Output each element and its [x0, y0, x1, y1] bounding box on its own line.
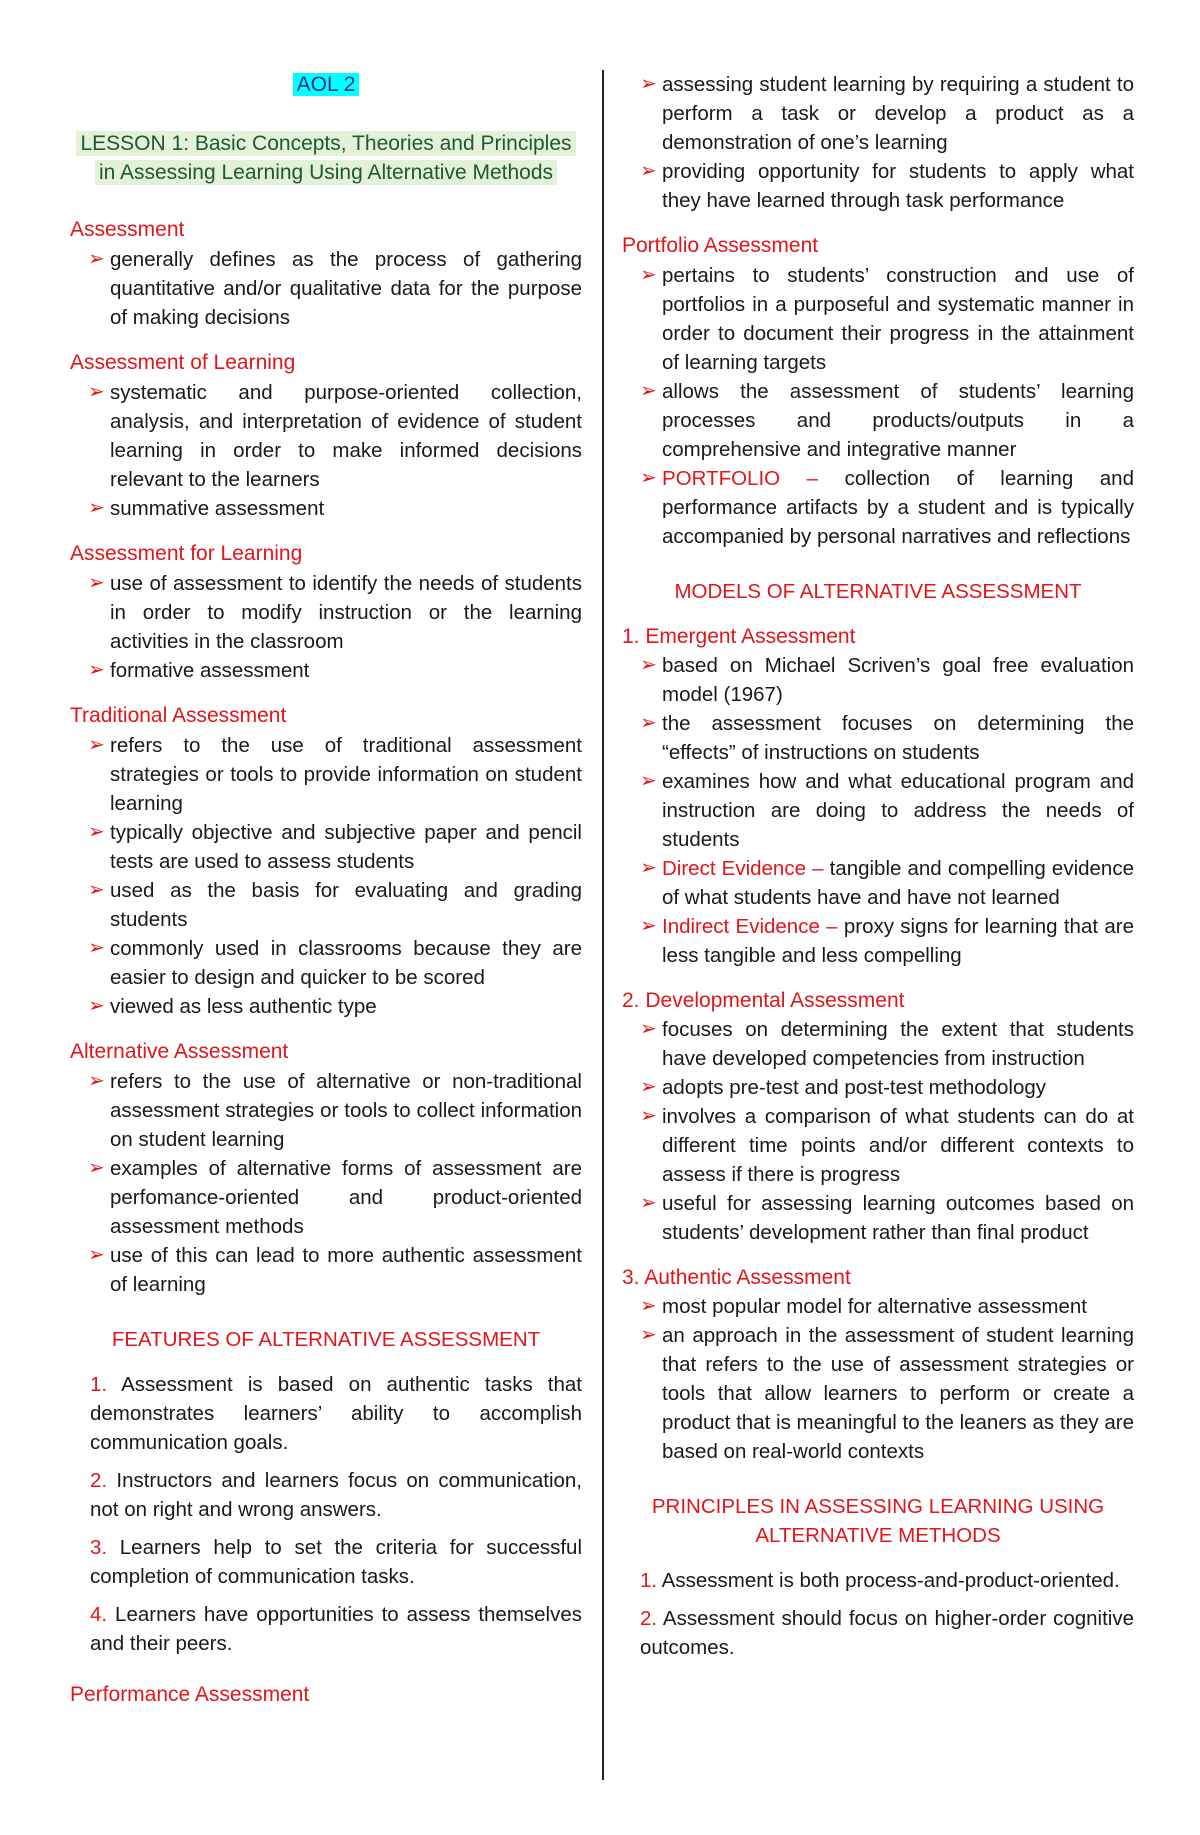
item-text: Assessment should focus on higher-order cognitive outcomes. [640, 1607, 1134, 1659]
list-item: ➢ most popular model for alternative assessment [662, 1292, 1134, 1321]
list-item: ➢ generally defines as the process of gathering quantitative and/or qualitative data for the purpose of making decisions [110, 245, 582, 332]
definition-term: Indirect Evidence – [662, 915, 838, 938]
assessment-for-learning-list [70, 569, 582, 685]
heading-assessment: Assessment [70, 218, 185, 241]
performance-assessment-list [622, 70, 1134, 215]
list-item: ➢ commonly used in classrooms because they are easier to design and quicker to be scored [110, 934, 582, 992]
definition-term: Direct Evidence – [662, 857, 824, 880]
column-divider [602, 70, 604, 1780]
definition-text: proxy signs for learning that are less tangible and less compelling [662, 915, 1134, 967]
item-text: Assessment is both process-and-product-oriented. [657, 1569, 1120, 1592]
list-item: ➢ refers to the use of traditional assessment strategies or tools to provide information on student learning [110, 731, 582, 818]
list-item [90, 1533, 582, 1591]
list-item: ➢ examples of alternative forms of assessment are perfomance-oriented and product-oriented assessment methods [110, 1154, 582, 1241]
item-text: Learners have opportunities to assess themselves and their peers. [90, 1603, 582, 1655]
item-number: 2. [640, 1607, 658, 1630]
list-item: ➢ assessing student learning by requiring a student to perform a task or develop a product as a demonstration of one’s learning [662, 70, 1134, 157]
portfolio-assessment-list [622, 261, 1134, 551]
list-item: ➢ providing opportunity for students to apply what they have learned through task performance [662, 157, 1134, 215]
list-item: ➢ refers to the use of alternative or non-traditional assessment strategies or tools to collect information on student learning [110, 1067, 582, 1154]
heading-emergent-assessment: 1. Emergent Assessment [622, 625, 856, 648]
lesson-title [70, 129, 582, 187]
item-text: Learners help to set the criteria for successful completion of communication tasks. [90, 1536, 582, 1588]
heading-performance-assessment: Performance Assessment [70, 1683, 310, 1706]
list-item: ➢ formative assessment [110, 656, 582, 685]
definition-text: tangible and compelling evidence of what students have and have not learned [662, 857, 1134, 909]
list-item [662, 464, 1134, 551]
heading-traditional-assessment: Traditional Assessment [70, 704, 287, 727]
heading-assessment-for-learning: Assessment for Learning [70, 542, 303, 565]
list-item: ➢ the assessment focuses on determining the “effects” of instructions on students [662, 709, 1134, 767]
authentic-assessment-list [622, 1292, 1134, 1466]
assessment-list [70, 245, 582, 332]
heading-line: PRINCIPLES IN ASSESSING LEARNING USING [651, 1495, 1105, 1518]
traditional-assessment-list [70, 731, 582, 1021]
item-number: 2. [90, 1469, 108, 1492]
emergent-assessment-list [622, 651, 1134, 970]
list-item [640, 1604, 1134, 1662]
list-item: ➢ use of assessment to identify the needs of students in order to modify instruction or the learning activities in the classroom [110, 569, 582, 656]
item-text: Assessment is based on authentic tasks that demonstrates learners’ ability to accomplish communication goals. [90, 1373, 582, 1454]
heading-models: MODELS OF ALTERNATIVE ASSESSMENT [674, 580, 1082, 603]
list-item: ➢ viewed as less authentic type [110, 992, 582, 1021]
item-number: 1. [640, 1569, 658, 1592]
list-item [662, 854, 1134, 912]
list-item: ➢ use of this can lead to more authentic assessment of learning [110, 1241, 582, 1299]
lesson-text: LESSON 1: Basic Concepts, Theories and Principles in Assessing Learning Using Alternative Methods [76, 131, 575, 185]
list-item: ➢ pertains to students’ construction and use of portfolios in a purposeful and systematic manner in order to document their progress in the attainment of learning targets [662, 261, 1134, 377]
list-item: ➢ summative assessment [110, 494, 582, 523]
item-number: 4. [90, 1603, 108, 1626]
item-text: Instructors and learners focus on communication, not on right and wrong answers. [90, 1469, 582, 1521]
assessment-of-learning-list [70, 378, 582, 523]
heading-alternative-assessment: Alternative Assessment [70, 1040, 289, 1063]
list-item: ➢ an approach in the assessment of student learning that refers to the use of assessment strategies or tools that allow learners to perform or create a product that is meaningful to the leaners as they are based on real-world contexts [662, 1321, 1134, 1466]
list-item: ➢ systematic and purpose-oriented collection, analysis, and interpretation of evidence of student learning in order to make informed decisions relevant to the learners [110, 378, 582, 494]
principles-list [622, 1566, 1134, 1662]
heading-line: ALTERNATIVE METHODS [755, 1524, 1001, 1547]
item-number: 1. [90, 1373, 108, 1396]
document-title [70, 70, 582, 99]
list-item [640, 1566, 1134, 1595]
heading-features: FEATURES OF ALTERNATIVE ASSESSMENT [111, 1328, 541, 1351]
left-column [70, 70, 582, 1710]
heading-developmental-assessment: 2. Developmental Assessment [622, 989, 905, 1012]
list-item: ➢ focuses on determining the extent that students have developed competencies from instruction [662, 1015, 1134, 1073]
heading-authentic-assessment: 3. Authentic Assessment [622, 1266, 851, 1289]
developmental-assessment-list [622, 1015, 1134, 1247]
list-item [90, 1370, 582, 1457]
list-item [90, 1600, 582, 1658]
definition-text: collection of learning and performance artifacts by a student and is typically accompanied by personal narratives and reflections [662, 467, 1134, 548]
list-item: ➢ allows the assessment of students’ learning processes and products/outputs in a comprehensive and integrative manner [662, 377, 1134, 464]
heading-portfolio-assessment: Portfolio Assessment [622, 234, 819, 257]
list-item: ➢ adopts pre-test and post-test methodology [662, 1073, 1134, 1102]
list-item: ➢ used as the basis for evaluating and grading students [110, 876, 582, 934]
title-text: AOL 2 [293, 73, 360, 96]
list-item [90, 1466, 582, 1524]
heading-assessment-of-learning: Assessment of Learning [70, 351, 296, 374]
list-item: ➢ examines how and what educational program and instruction are doing to address the needs of students [662, 767, 1134, 854]
list-item: ➢ typically objective and subjective paper and pencil tests are used to assess students [110, 818, 582, 876]
list-item: ➢ useful for assessing learning outcomes based on students’ development rather than final product [662, 1189, 1134, 1247]
right-column [622, 70, 1134, 1671]
item-number: 3. [90, 1536, 108, 1559]
definition-term: PORTFOLIO – [662, 467, 819, 490]
alternative-assessment-list [70, 1067, 582, 1299]
list-item [662, 912, 1134, 970]
list-item: ➢ based on Michael Scriven’s goal free evaluation model (1967) [662, 651, 1134, 709]
list-item: ➢ involves a comparison of what students can do at different time points and/or different contexts to assess if there is progress [662, 1102, 1134, 1189]
features-list [70, 1370, 582, 1658]
heading-principles [622, 1492, 1134, 1550]
